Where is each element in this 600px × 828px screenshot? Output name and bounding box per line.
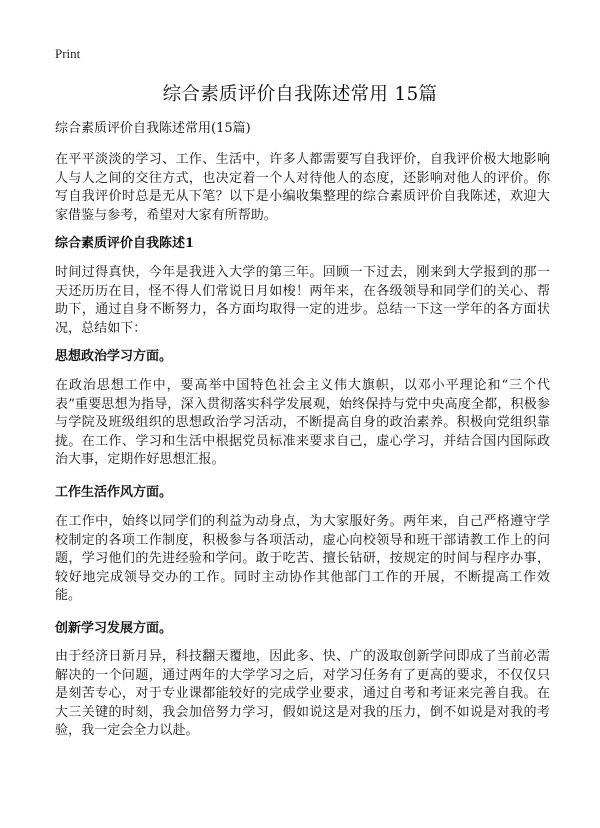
document-subtitle: 综合素质评价自我陈述常用(15篇) — [55, 121, 251, 136]
print-link[interactable]: Print — [55, 46, 81, 61]
intro-paragraph: 在平平淡淡的学习、工作、生活中，许多人都需要写自我评价，自我评价极大地影响人与人之间的交往方式，也决定着一个人对待他人的态度，还影响对他人的评价。你写自我评价时总是无从下笔？以下是小编收集整理的综合素质评价自我陈述，欢迎大家借鉴与参考，希望对大家有所帮助。 — [55, 152, 550, 223]
heading-politics: 思想政治学习方面。 — [55, 349, 173, 364]
politics-paragraph: 在政治思想工作中，要高举中国特色社会主义伟大旗帜，以邓小平理论和“三个代表”重要思想为指导，深入贯彻落实科学发展观，始终保持与党中央高度全都，积极参与学院及班级组织的思想政治学习活动，不断提高自身的政治素养。积极向党组织靠拢。在工作、学习和生活中根据党员标准来要求自己，虚心学习，并结合国内国际政治大事，定期作好思想汇报。 — [55, 378, 550, 468]
innovation-paragraph: 由于经济日新月异，科技翻天覆地，因此多、快、广的汲取创新学问即成了当前必需解决的一个问题，通过两年的大学学习之后，对学习任务有了更高的要求，不仅仅只是刻苦专心，对于专业课都能较好的完成学业要求，通过自考和考证来完善自我。在大三关键的时刻，我会加倍努力学习，假如说这是对我的压力，倒不如说是对我的考验，我一定会全力以赴。 — [55, 649, 550, 739]
work-paragraph: 在工作中，始终以同学们的利益为动身点，为大家服好务。两年来，自己严格遵守学校制定的各项工作制度，积极参与各项活动，虚心向校领导和班干部请教工作上的问题，学习他们的先进经验和学问。敢于吃苦、擅长钻研，按规定的时间与程序办事，较好地完成领导交办的工作。同时主动协作其他部门工作的开展，不断提高工作效能。 — [55, 514, 550, 604]
section-intro-paragraph: 时间过得真快，今年是我进入大学的第三年。回顾一下过去，刚来到大学报到的那一天还历历在目，怪不得人们常说日月如梭！两年来，在各级领导和同学们的关心、帮助下，通过自身不断努力，各方面均取得一定的进步。总结一下这一学年的各方面状况，总结如下： — [55, 265, 550, 336]
heading-work: 工作生活作风方面。 — [55, 485, 173, 500]
page-title: 综合素质评价自我陈述常用 15篇 — [162, 84, 438, 105]
section-heading: 综合素质评价自我陈述1 — [55, 236, 195, 251]
heading-innovation: 创新学习发展方面。 — [55, 621, 173, 636]
